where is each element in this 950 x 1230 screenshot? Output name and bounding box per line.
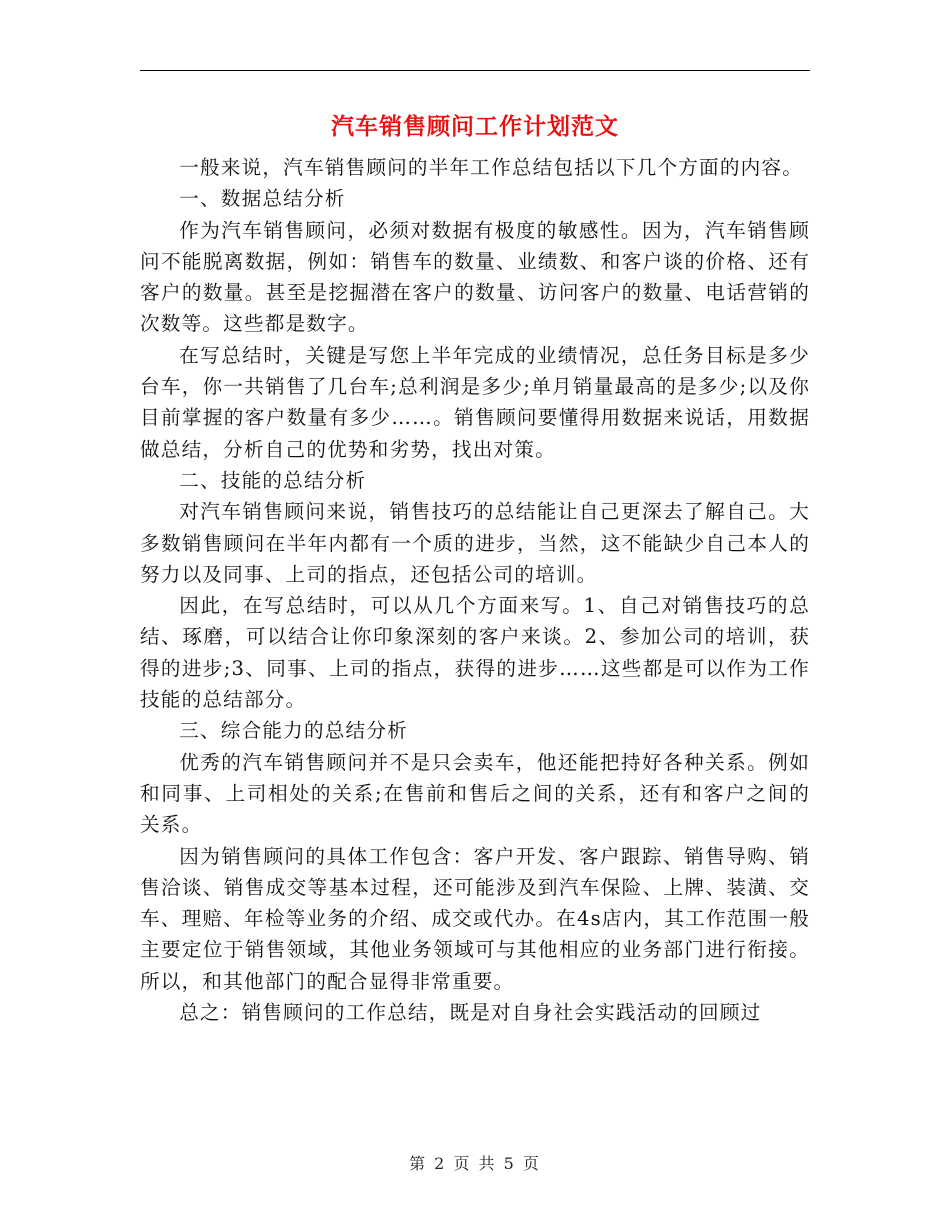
footer-middle: 页 共 xyxy=(453,1154,497,1173)
document-title: 汽车销售顾问工作计划范文 xyxy=(331,113,619,140)
footer-total-pages: 5 xyxy=(503,1154,516,1173)
paragraph-ability-relations: 优秀的汽车销售顾问并不是只会卖车，他还能把持好各种关系。例如和同事、上司相处的关系;在售前和售后之间的关系，还有和客户之间的关系。 xyxy=(140,750,810,837)
paragraph-skills-aspects: 因此，在写总结时，可以从几个方面来写。1、自己对销售技巧的总结、琢磨，可以结合让你印象深刻的客户来谈。2、参加公司的培训，获得的进步;3、同事、上司的指点，获得的进步……这些都是可以作为工作技能的总结部分。 xyxy=(140,594,810,712)
section-heading-ability: 三、综合能力的总结分析 xyxy=(179,719,408,743)
section-heading-skills: 二、技能的总结分析 xyxy=(179,468,367,492)
paragraph-data-sensitivity: 作为汽车销售顾问，必须对数据有极度的敏感性。因为，汽车销售顾问不能脱离数据，例如：销售车的数量、业绩数、和客户谈的价格、还有客户的数量。甚至是挖掘潜在客户的数量、访问客户的数量、电话营销的次数等。这些都是数字。 xyxy=(140,218,810,336)
footer-suffix: 页 xyxy=(522,1154,541,1173)
document-body xyxy=(140,152,810,1028)
paragraph-data-summary: 在写总结时，关键是写您上半年完成的业绩情况，总任务目标是多少台车，你一共销售了几台车;总利润是多少;单月销量最高的是多少;以及你目前掌握的客户数量有多少……。销售顾问要懂得用数据来说话，用数据做总结，分析自己的优势和劣势，找出对策。 xyxy=(140,343,810,461)
footer-current-page: 2 xyxy=(434,1154,447,1173)
paragraph-skills-intro: 对汽车销售顾问来说，销售技巧的总结能让自己更深去了解自己。大多数销售顾问在半年内都有一个质的进步，当然，这不能缺少自己本人的努力以及同事、上司的指点，还包括公司的培训。 xyxy=(140,500,810,586)
paragraph-conclusion: 总之：销售顾问的工作总结，既是对自身社会实践活动的回顾过 xyxy=(179,1001,762,1025)
section-heading-data: 一、数据总结分析 xyxy=(179,187,346,211)
header-rule xyxy=(140,70,810,71)
paragraph-ability-work-scope: 因为销售顾问的具体工作包含：客户开发、客户跟踪、销售导购、销售洽谈、销售成交等基本过程，还可能涉及到汽车保险、上牌、装潢、交车、理赔、年检等业务的介绍、成交或代办。在4s店内，其工作范围一般主要定位于销售领域，其他业务领域可与其他相应的业务部门进行衔接。所以，和其他部门的配合显得非常重要。 xyxy=(140,844,810,993)
footer-prefix: 第 xyxy=(409,1154,428,1173)
page-number-footer xyxy=(0,1152,950,1176)
paragraph-intro: 一般来说，汽车销售顾问的半年工作总结包括以下几个方面的内容。 xyxy=(179,156,803,179)
